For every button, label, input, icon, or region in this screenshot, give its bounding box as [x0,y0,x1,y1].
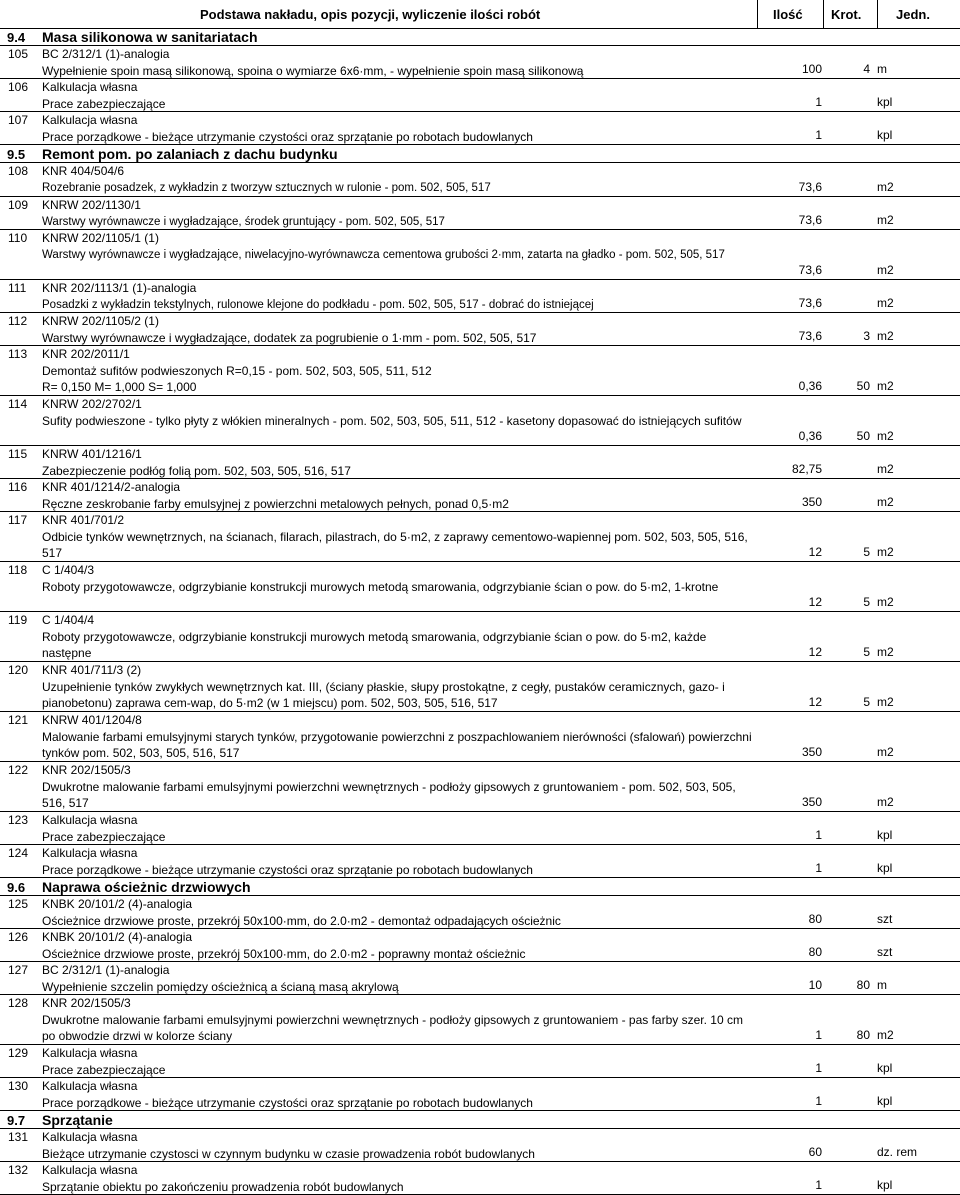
section-row [0,145,960,163]
item-quantity: 1 [815,828,822,842]
item-unit: kpl [877,1061,893,1075]
section-number: 9.6 [7,880,26,895]
item-unit: szt [877,912,893,926]
item-description: Bieżące utrzymanie czystosci w czynnym budynku w czasie prowadzenia robót budowlanych [42,1147,535,1161]
item-description: Rozebranie posadzek, z wykładzin z tworzyw sztucznych w rulonie - pom. 502, 505, 517 [42,182,491,194]
item-quantity: 73,6 [798,263,822,277]
item-code: KNRW 401/1216/1 [42,447,142,461]
item-code: Kalkulacja własna [42,113,138,127]
header-divider [823,0,824,28]
item-number: 113 [8,347,28,361]
item-code: BC 2/312/1 (1)-analogia [42,47,170,61]
item-row [0,512,960,562]
item-quantity: 80 [808,912,822,926]
item-code: KNR 202/1113/1 (1)-analogia [42,281,197,295]
item-number: 119 [8,613,28,627]
item-unit: kpl [877,861,893,875]
item-number: 112 [8,314,28,328]
header-divider [877,0,878,28]
item-code: C 1/404/3 [42,563,95,577]
item-quantity: 12 [808,595,822,609]
item-unit: m2 [877,180,894,194]
item-row [0,929,960,962]
item-unit: m2 [877,695,894,709]
item-unit: m2 [877,329,894,343]
item-row [0,762,960,812]
item-quantity: 0,36 [798,379,822,393]
item-unit: m2 [877,1028,894,1042]
item-number: 127 [8,963,29,977]
item-quantity: 0,36 [798,429,822,443]
item-code: KNR 401/1214/2-analogia [42,480,181,494]
item-row [0,1078,960,1111]
item-quantity: 73,6 [798,329,822,343]
item-code: KNR 401/701/2 [42,513,125,527]
item-unit: kpl [877,1094,893,1108]
item-code: KNRW 202/1105/1 (1) [42,231,159,245]
header-divider [757,0,758,28]
item-quantity: 73,6 [798,180,822,194]
section-row [0,28,960,46]
item-quantity: 10 [808,978,822,992]
item-quantity: 60 [808,1145,822,1159]
item-unit: m2 [877,595,894,609]
item-number: 116 [8,480,28,494]
table-header [0,0,960,29]
item-number: 122 [8,763,29,777]
item-description: Ręczne zeskrobanie farby emulsyjnej z powierzchni metalowych pełnych, ponad 0,5·m2 [42,497,509,511]
item-description: Warstwy wyrównawcze i wygładzające, niwelacyjno-wyrównawcza cementowa grubości 2·mm, zatarta na gładko - pom. 502, 505, 517 [42,249,725,261]
item-description: Wypełnienie spoin masą silikonową, spoina o wymiarze 6x6·mm, - wypełnienie spoin masą silikonową [42,64,584,78]
item-unit: szt [877,945,893,959]
estimate-rows [0,28,960,1195]
item-code: KNRW 202/2702/1 [42,397,142,411]
item-row [0,712,960,762]
section-number: 9.4 [7,30,26,45]
item-multiplier: 80 [856,1028,870,1042]
item-code: KNR 404/504/6 [42,164,125,178]
item-code: KNRW 202/1130/1 [42,198,141,212]
item-multiplier: 80 [856,978,870,992]
item-unit: m2 [877,795,894,809]
item-quantity: 1 [815,1178,822,1192]
section-row [0,1111,960,1129]
item-code: BC 2/312/1 (1)-analogia [42,963,170,977]
item-description: Odbicie tynków wewnętrznych, na ścianach, filarach, pilastrach, do 5·m2, z zaprawy cementowo-wapiennej pom. 502, 503, 505, 516, 517 [42,530,748,560]
item-unit: m2 [877,495,894,509]
item-quantity: 82,75 [791,462,822,476]
item-code: KNR 202/1505/3 [42,996,131,1010]
item-unit: kpl [877,1178,893,1192]
item-unit: kpl [877,95,893,109]
item-description: Warstwy wyrównawcze i wygładzające, dodatek za pogrubienie o 1·mm - pom. 502, 505, 517 [42,331,537,345]
section-title: Sprzątanie [42,1112,113,1128]
item-description: Roboty przygotowawcze, odgrzybianie konstrukcji murowych metodą smarowania, odgrzybianie ścian o pow. do 5·m2, każde następne [42,630,707,660]
item-description: Ościeżnice drzwiowe proste, przekrój 50x100·mm, do 2.0·m2 - demontaż odpadających ościeżnic [42,914,561,928]
item-row [0,396,960,446]
section-title: Naprawa ościeżnic drzwiowych [42,879,251,895]
item-code: KNBK 20/101/2 (4)-analogia [42,897,193,911]
item-description: Prace porządkowe - bieżące utrzymanie czystości oraz sprzątanie po robotach budowlanych [42,1096,533,1110]
item-code: Kalkulacja własna [42,80,138,94]
section-title: Masa silikonowa w sanitariatach [42,29,258,45]
item-row [0,896,960,929]
item-row [0,812,960,845]
item-row [0,995,960,1045]
item-row [0,562,960,612]
item-number: 109 [8,198,29,212]
item-unit: m [877,62,887,76]
item-multiplier: 50 [856,429,870,443]
item-code: KNR 202/1505/3 [42,763,131,777]
item-code: Kalkulacja własna [42,1046,138,1060]
item-unit: m2 [877,745,894,759]
item-row [0,662,960,712]
item-unit: kpl [877,828,893,842]
header-description: Podstawa nakładu, opis pozycji, wyliczenie ilości robót [200,7,541,22]
item-code: Kalkulacja własna [42,1163,138,1177]
item-row [0,845,960,878]
item-number: 117 [8,513,28,527]
item-quantity: 12 [808,695,822,709]
item-row [0,1129,960,1162]
item-quantity: 80 [808,945,822,959]
item-description: Uzupełnienie tynków zwykłych wewnętrznych kat. III, (ściany płaskie, słupy prostokątne, z cegły, pustaków ceramicznych, gazo- i pianobetonu) zaprawa cem-wap, do 5·m2 (w 1 miejscu) pom. 502, 503, 505, 516, 517 [42,680,725,710]
item-number: 130 [8,1079,29,1093]
item-row [0,79,960,112]
item-row [0,1045,960,1078]
item-number: 123 [8,813,29,827]
item-row [0,612,960,662]
item-multiplier: 3 [863,329,870,343]
item-description: Warstwy wyrównawcze i wygładzające, środek gruntujący - pom. 502, 505, 517 [42,216,445,228]
item-multiplier: 5 [863,645,870,659]
item-multiplier: 4 [863,62,870,76]
item-number: 106 [8,80,29,94]
item-description: Sufity podwieszone - tylko płyty z włókien mineralnych - pom. 502, 503, 505, 511, 512 - kasetony dopasować do istniejących sufitów [42,414,742,428]
item-row [0,446,960,479]
item-unit: m2 [877,379,894,393]
item-description: Prace porządkowe - bieżące utrzymanie czystości oraz sprzątanie po robotach budowlanych [42,130,533,144]
item-number: 121 [8,713,29,727]
item-code: KNRW 401/1204/8 [42,713,142,727]
item-description: Zabezpieczenie podłóg folią pom. 502, 503, 505, 516, 517 [42,464,351,478]
item-description: Prace zabezpieczające [42,830,166,844]
item-number: 132 [8,1163,29,1177]
item-unit: m2 [877,645,894,659]
item-quantity: 1 [815,1094,822,1108]
item-row [0,346,960,396]
item-row [0,479,960,512]
section-row [0,878,960,896]
item-row [0,163,960,197]
item-code: KNR 401/711/3 (2) [42,663,142,677]
item-unit: m2 [877,462,894,476]
item-number: 120 [8,663,29,677]
item-row [0,230,960,280]
item-code: KNRW 202/1105/2 (1) [42,314,159,328]
section-title: Remont pom. po zalaniach z dachu budynku [42,146,338,162]
item-multiplier: 5 [863,595,870,609]
item-number: 131 [8,1130,29,1144]
section-number: 9.5 [7,147,26,162]
item-quantity: 1 [815,861,822,875]
item-multiplier: 50 [856,379,870,393]
item-code: Kalkulacja własna [42,1079,138,1093]
item-description: Malowanie farbami emulsyjnymi starych tynków, przygotowanie powierzchni z poszpachlowaniem nierówności (sfalowań) powierzchni tynków pom. 502, 503, 505, 516, 517 [42,730,752,760]
item-quantity: 73,6 [798,213,822,227]
item-description: Prace zabezpieczające [42,1063,166,1077]
item-description: Dwukrotne malowanie farbami emulsyjnymi powierzchni wewnętrznych - podłoży gipsowych z gruntowaniem - pas farby szer. 10 cm po obwodzie drzwi w kolorze ściany [42,1013,743,1043]
item-row [0,112,960,145]
item-code: C 1/404/4 [42,613,95,627]
item-description: Prace porządkowe - bieżące utrzymanie czystości oraz sprzątanie po robotach budowlanych [42,863,533,877]
item-row [0,1162,960,1195]
item-description: Roboty przygotowawcze, odgrzybianie konstrukcji murowych metodą smarowania, odgrzybianie ścian o pow. do 5·m2, 1-krotne [42,580,719,594]
item-unit: m2 [877,213,894,227]
item-row [0,280,960,313]
item-quantity: 350 [801,795,822,809]
item-description: Dwukrotne malowanie farbami emulsyjnymi powierzchni wewnętrznych - podłoży gipsowych z gruntowaniem - pom. 502, 503, 505, 516, 517 [42,780,736,810]
header-qty: Ilość [773,7,803,22]
item-description: Sprzątanie obiektu po zakończeniu prowadzenia robót budowlanych [42,1180,404,1194]
item-unit: dz. rem [877,1145,918,1159]
item-multiplier: 5 [863,545,870,559]
item-code: KNR 202/2011/1 [42,347,130,361]
item-description: Posadzki z wykładzin tekstylnych, rulonowe klejone do podkładu - pom. 502, 505, 517 - dobrać do istniejącej [42,299,594,311]
item-number: 129 [8,1046,29,1060]
item-number: 114 [8,397,28,411]
item-unit: m2 [877,429,894,443]
item-quantity: 100 [801,62,822,76]
item-number: 115 [8,447,28,461]
item-description: Wypełnienie szczelin pomiędzy ościeżnicą a ścianą masą akrylową [42,980,399,994]
item-unit: kpl [877,128,893,142]
item-number: 128 [8,996,29,1010]
item-number: 111 [8,281,27,295]
item-number: 118 [8,563,28,577]
item-row [0,197,960,230]
item-description: Prace zabezpieczające [42,97,166,111]
item-number: 110 [8,231,28,245]
section-number: 9.7 [7,1113,26,1128]
item-quantity: 1 [815,95,822,109]
item-row [0,46,960,79]
item-quantity: 1 [815,128,822,142]
item-quantity: 350 [801,495,822,509]
item-code: Kalkulacja własna [42,846,138,860]
item-quantity: 12 [808,645,822,659]
item-number: 108 [8,164,29,178]
item-number: 126 [8,930,29,944]
item-multiplier: 5 [863,695,870,709]
item-number: 107 [8,113,29,127]
header-krot: Krot. [831,7,862,22]
item-unit: m [877,978,887,992]
item-quantity: 350 [801,745,822,759]
item-number: 105 [8,47,29,61]
item-code: Kalkulacja własna [42,1130,138,1144]
item-description: Ościeżnice drzwiowe proste, przekrój 50x100·mm, do 2.0·m2 - poprawny montaż ościeżnic [42,947,526,961]
item-number: 125 [8,897,29,911]
item-quantity: 1 [815,1028,822,1042]
item-unit: m2 [877,263,894,277]
item-unit: m2 [877,296,894,310]
item-unit: m2 [877,545,894,559]
item-row [0,962,960,995]
item-code: Kalkulacja własna [42,813,138,827]
item-quantity: 1 [815,1061,822,1075]
item-number: 124 [8,846,29,860]
item-description: Demontaż sufitów podwieszonych R=0,15 - pom. 502, 503, 505, 511, 512 R= 0,150 M= 1,000 S= 1,000 [42,364,432,394]
item-quantity: 12 [808,545,822,559]
item-code: KNBK 20/101/2 (4)-analogia [42,930,193,944]
item-row [0,313,960,346]
header-jedn: Jedn. [896,7,930,22]
item-quantity: 73,6 [798,296,822,310]
